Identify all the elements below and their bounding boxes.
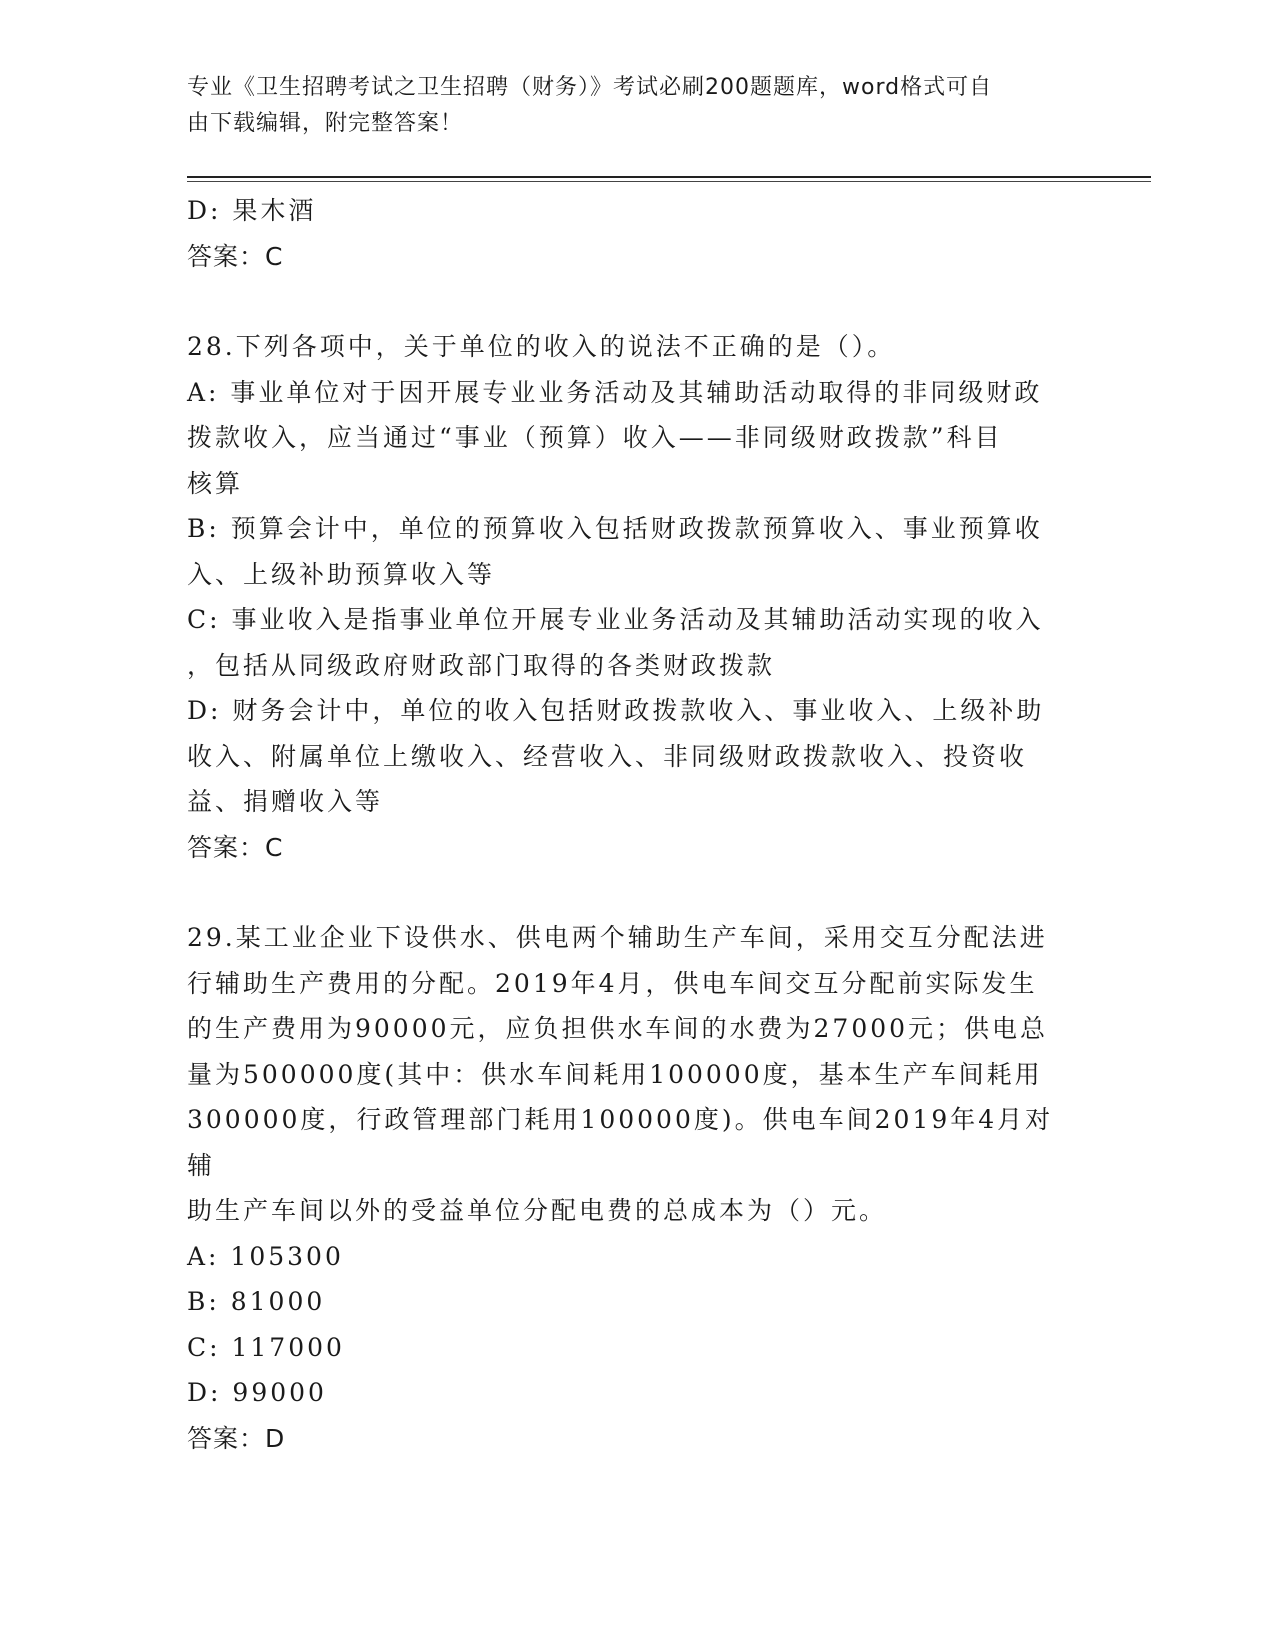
q28-option-a-line: 核算: [187, 468, 244, 498]
q29-stem-line: 29.某工业企业下设供水、供电两个辅助生产车间，采用交互分配法进: [187, 923, 1048, 952]
q28-option-d-line: 益、捐赠收入等: [187, 787, 384, 816]
q29-stem-line: 量为500000度(其中：供水车间耗用100000度，基本生产车间耗用: [187, 1059, 1043, 1089]
header-divider-thin: [187, 181, 1151, 182]
q29-stem-line: 行辅助生产费用的分配。2019年4月，供电车间交互分配前实际发生: [187, 968, 1038, 998]
spacer: [187, 279, 1077, 324]
page-header: [187, 70, 1067, 142]
q28-option-a-line: A: 事业单位对于因开展专业业务活动及其辅助活动取得的非同级财政: [187, 377, 1043, 407]
document-body: [187, 188, 1077, 1461]
q29-stem-line: 助生产车间以外的受益单位分配电费的总成本为（）元。: [187, 1196, 888, 1225]
q28-option-d-line: 收入、附属单位上缴收入、经营收入、非同级财政拨款收入、投资收: [187, 741, 1028, 771]
q29-option-b: B: 81000: [187, 1287, 326, 1316]
q28-stem: 28.下列各项中，关于单位的收入的说法不正确的是（）。: [187, 332, 896, 361]
header-line-1: 专业《卫生招聘考试之卫生招聘（财务）》考试必刷200题题库，word格式可自: [187, 75, 993, 100]
q28-answer: 答案：C: [187, 832, 284, 862]
q29-answer: 答案：D: [187, 1423, 286, 1453]
prev-answer: 答案：C: [187, 241, 284, 271]
q29-stem-line: 300000度，行政管理部门耗用100000度)。供电车间2019年4月对辅: [187, 1105, 1054, 1180]
q29-option-c: C: 117000: [187, 1332, 345, 1362]
header-divider-thick: [187, 176, 1151, 178]
q29-option-a: A: 105300: [187, 1241, 344, 1271]
q28-option-b-line: 入、上级补助预算收入等: [187, 559, 496, 589]
q28-option-b-line: B: 预算会计中，单位的预算收入包括财政拨款预算收入、事业预算收: [187, 514, 1043, 543]
q28-option-c-line: C: 事业收入是指事业单位开展专业业务活动及其辅助活动实现的收入: [187, 605, 1044, 634]
q29-stem-line: 的生产费用为90000元，应负担供水车间的水费为27000元；供电总: [187, 1014, 1049, 1043]
spacer: [187, 870, 1077, 915]
q28-option-a-line: 拨款收入，应当通过“事业（预算）收入——非同级财政拨款”科目: [187, 423, 1003, 452]
q29-option-d: D: 99000: [187, 1378, 327, 1407]
q28-option-c-line: ，包括从同级政府财政部门取得的各类财政拨款: [187, 650, 776, 680]
header-line-2: 由下载编辑，附完整答案！: [187, 111, 464, 136]
q28-option-d-line: D: 财务会计中，单位的收入包括财政拨款收入、事业收入、上级补助: [187, 696, 1045, 725]
prev-option-d: D: 果木酒: [187, 196, 317, 225]
